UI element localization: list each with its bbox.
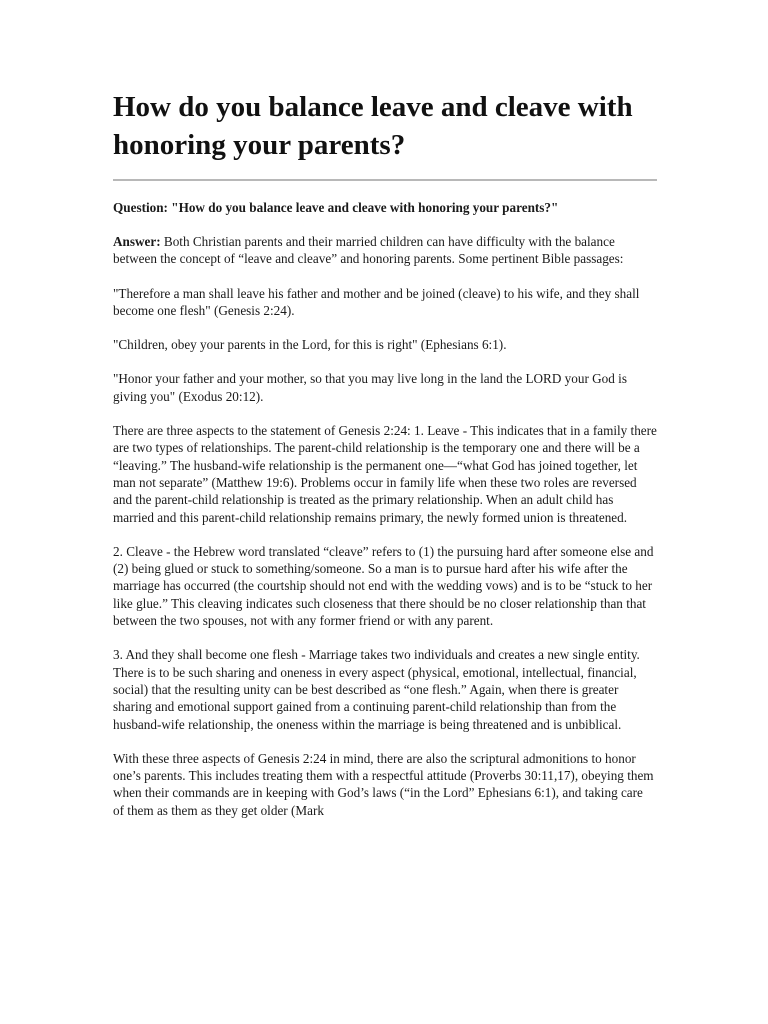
cleave-paragraph: 2. Cleave - the Hebrew word translated “cleave” refers to (1) the pursuing hard after someone else and (2) being glued or stuck to something/someone. So a man is to pursue hard after his wife after the marriage has occurred (the courtship should not end with the wedding vows) and is to be “stuck to her like glue.” This cleaving indicates such closeness that there should be no closer relationship than that between the two spouses, not with any former friend or with any parent. xyxy=(113,543,654,629)
title-divider xyxy=(113,179,657,181)
document-page xyxy=(113,88,657,819)
answer-paragraph xyxy=(113,233,657,268)
ephesians-quote: "Children, obey your parents in the Lord, for this is right" (Ephesians 6:1). xyxy=(113,337,507,353)
one-flesh-paragraph: 3. And they shall become one flesh - Marriage takes two individuals and creates a new single entity. There is to be such sharing and oneness in every aspect (physical, emotional, intellectual, financial, social) that the resulting unity can be best described as “one flesh.” Again, when there is greater sharing and emotional support gained from a continuing parent-child relationship than from the husband-wife relationship, the oneness within the marriage is being threatened and is unbiblical. xyxy=(113,647,640,732)
exodus-quote: "Honor your father and your mother, so that you may live long in the land the LORD your God is giving you" (Exodus 20:12). xyxy=(113,371,627,404)
question-line xyxy=(113,199,657,216)
leave-paragraph: There are three aspects to the statement of Genesis 2:24: 1. Leave - This indicates that in a family there are two types of relationships. The parent-child relationship is the temporary one and there will be a “leaving.” The husband-wife relationship is the permanent one—“what God has joined together, let man not separate” (Matthew 19:6). Problems occur in family life when these two roles are reversed and the parent-child relationship is treated as the primary relationship. When an adult child has married and this parent-child relationship remains primary, the newly formed union is threatened. xyxy=(113,423,657,525)
question-text: "How do you balance leave and cleave with honoring your parents?" xyxy=(171,200,559,215)
answer-text: Both Christian parents and their married children can have difficulty with the balance between the concept of “leave and cleave” and honoring parents. Some pertinent Bible passages: xyxy=(113,234,624,267)
honor-parents-paragraph: With these three aspects of Genesis 2:24 in mind, there are also the scriptural admonitions to honor one’s parents. This includes treating them with a respectful attitude (Proverbs 30:11,17), obeying them when their commands are in keeping with God’s laws (“in the Lord” Ephesians 6:1), and taking care of them as them as they get older (Mark xyxy=(113,750,654,818)
answer-label: Answer: xyxy=(113,234,161,249)
page-title: How do you balance leave and cleave with honoring your parents? xyxy=(113,91,633,161)
genesis-quote: "Therefore a man shall leave his father and mother and be joined (cleave) to his wife, and they shall become one flesh" (Genesis 2:24). xyxy=(113,285,640,318)
question-label: Question: xyxy=(113,200,172,215)
